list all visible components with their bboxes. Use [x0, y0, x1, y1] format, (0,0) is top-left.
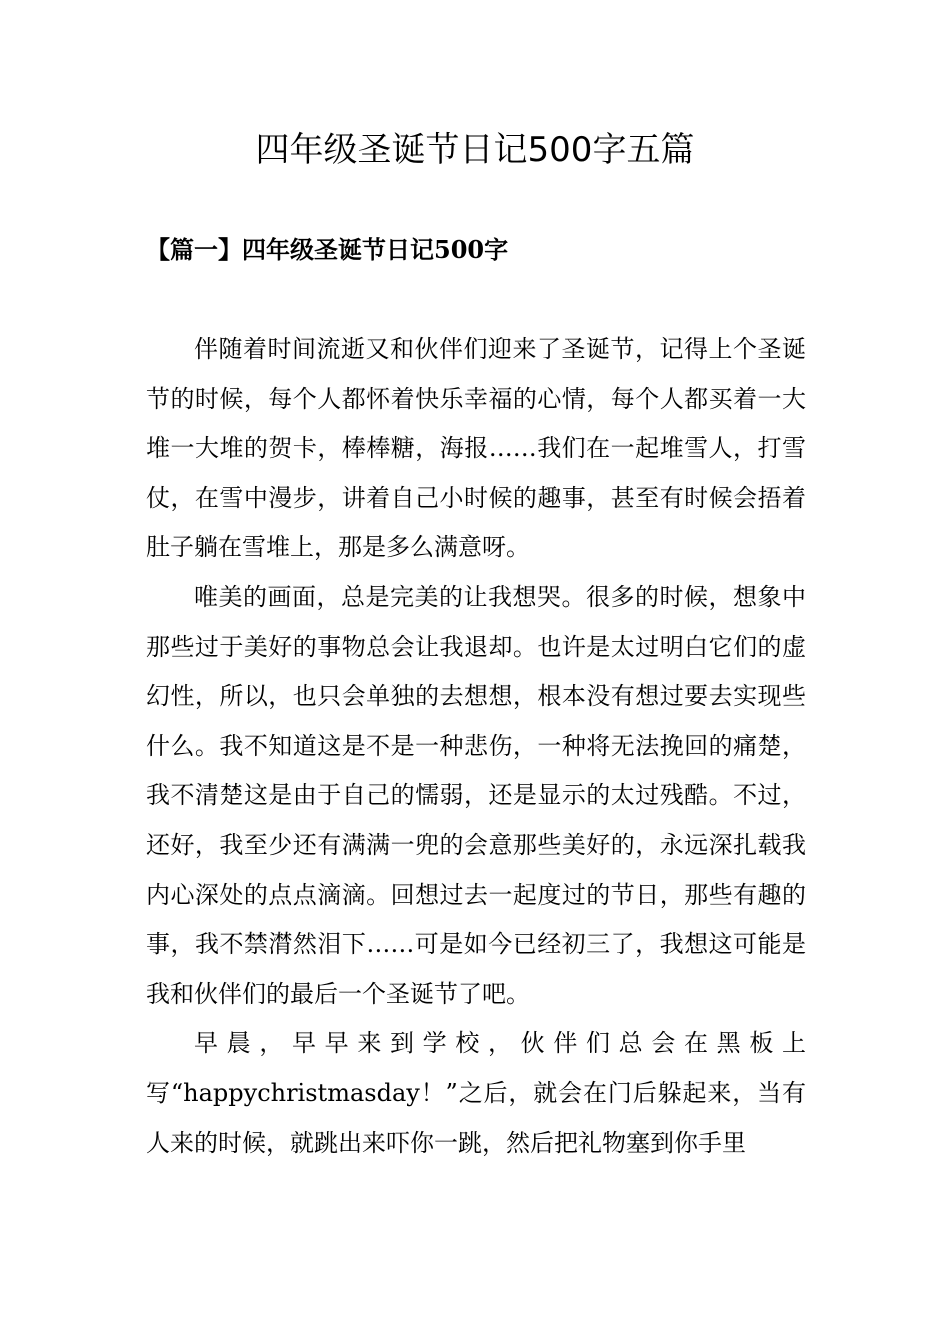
section-heading: 【篇一】四年级圣诞节日记500字 — [146, 235, 509, 264]
document-title: 四年级圣诞节日记500字五篇 — [255, 130, 695, 170]
paragraph: 早晨，早早来到学校，伙伴们总会在黑板上写“happychristmasday！”之后，就会在门后躲起来，当有人来的时候，就跳出来吓你一跳，然后把礼物塞到你手里 — [146, 1029, 806, 1157]
paragraph: 唯美的画面，总是完美的让我想哭。很多的时候，想象中那些过于美好的事物总会让我退却。也许是太过明白它们的虚幻性，所以，也只会单独的去想想，根本没有想过要去实现些什么。我不知道这是不是一种悲伤，一种将无法挽回的痛楚，我不清楚这是由于自己的懦弱，还是显示的太过残酷。不过，还好，我至少还有满满一兜的会意那些美好的，永远深扎载我内心深处的点点滴滴。回想过去一起度过的节日，那些有趣的事，我不禁潸然泪下……可是如今已经初三了，我想这可能是我和伙伴们的最后一个圣诞节了吧。 — [146, 582, 806, 1008]
paragraph: 伴随着时间流逝又和伙伴们迎来了圣诞节，记得上个圣诞节的时候，每个人都怀着快乐幸福的心情，每个人都买着一大堆一大堆的贺卡，棒棒糖，海报……我们在一起堆雪人，打雪仗，在雪中漫步，讲着自己小时候的趣事，甚至有时候会捂着肚子躺在雪堆上，那是多么满意呀。 — [146, 335, 806, 562]
body-text — [146, 325, 806, 1168]
